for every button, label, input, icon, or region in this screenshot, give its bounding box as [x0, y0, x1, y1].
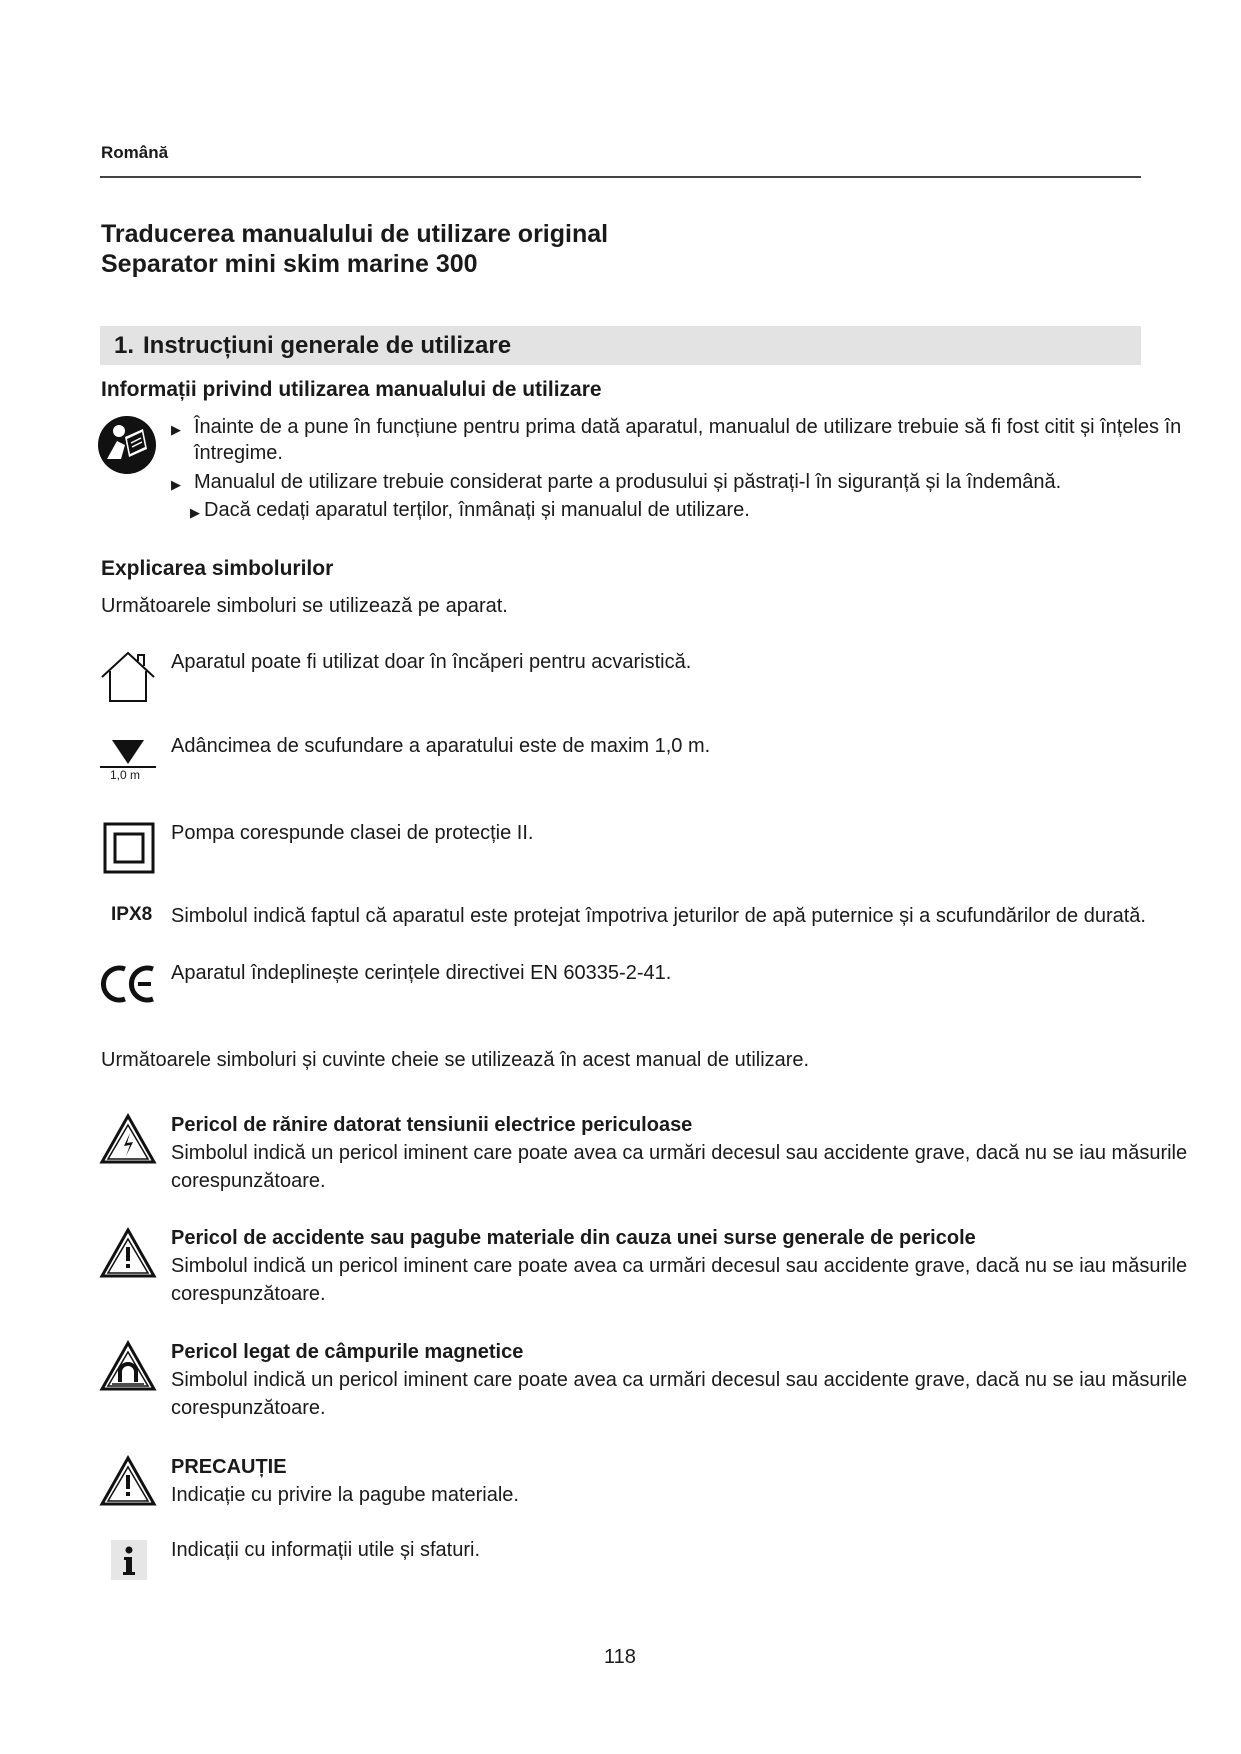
symbol-text-indoor: Aparatul poate fi utilizat doar în încăperi pentru acvaristică.: [171, 651, 692, 673]
language-label: Română: [101, 143, 169, 162]
keywords-intro: Următoarele simboluri și cuvinte cheie se utilizează în acest manual de utilizare.: [101, 1049, 810, 1071]
keyword-text-general: Simbolul indică un pericol iminent care poate avea ca urmări decesul sau accidente grave, dacă nu se iau măsurile: [171, 1255, 1188, 1277]
keyword-text-general-continued: corespunzătoare.: [171, 1283, 326, 1305]
header-divider: [100, 176, 1141, 178]
keyword-text-caution: Indicație cu privire la pagube materiale.: [171, 1484, 519, 1506]
manual-info-heading: Informații privind utilizarea manualului de utilizare: [101, 378, 602, 401]
manual-info-bullet-1: Înainte de a pune în funcțiune pentru prima dată aparatul, manualul de utilizare trebuie să fi fost citit și înțeles în: [194, 416, 1182, 438]
magnetic-hazard-icon: [99, 1340, 157, 1392]
info-icon: [111, 1540, 147, 1580]
keyword-text-magnetic: Simbolul indică un pericol iminent care poate avea ca urmări decesul sau accidente grave, dacă nu se iau măsurile: [171, 1369, 1188, 1391]
keyword-text-info: Indicații cu informații utile și sfaturi.: [171, 1539, 481, 1561]
keyword-text-electric-continued: corespunzătoare.: [171, 1170, 326, 1192]
page-number: 118: [604, 1646, 636, 1668]
bullet-marker: ▶: [171, 477, 181, 492]
section-heading-bar: [100, 326, 1141, 365]
keyword-text-electric: Simbolul indică un pericol iminent care poate avea ca urmări decesul sau accidente grave, dacă nu se iau măsurile: [171, 1142, 1188, 1164]
depth-icon-label: 1,0 m: [110, 768, 141, 782]
general-hazard-icon: [99, 1227, 157, 1279]
ipx8-label: IPX8: [111, 904, 153, 925]
document-title: Traducerea manualului de utilizare original: [101, 220, 609, 248]
ce-mark-icon: [101, 963, 157, 1005]
section-number: 1.: [114, 332, 135, 359]
manual-info-bullet-2: Manualul de utilizare trebuie considerat parte a produsului și păstrați-l în siguranță și la îndemână.: [194, 471, 1062, 493]
product-name: Separator mini skim marine 300: [101, 250, 478, 278]
manual-info-bullet-3: Dacă cedați aparatul terților, înmânați și manualul de utilizare.: [204, 499, 750, 521]
bullet-marker: ▶: [190, 505, 200, 520]
symbol-text-ipx8: Simbolul indică faptul că aparatul este protejat împotriva jeturilor de apă puternice și a scufundărilor de durată.: [171, 905, 1146, 927]
bullet-marker: ▶: [171, 422, 181, 437]
section-title: Instrucțiuni generale de utilizare: [143, 332, 512, 359]
indoor-house-icon: [98, 649, 158, 705]
class-ii-icon: [103, 822, 155, 874]
keyword-title-general: Pericol de accidente sau pagube materiale din cauza unei surse generale de pericole: [171, 1227, 976, 1249]
depth-icon: [100, 738, 156, 768]
manual-info-bullet-1-continued: întregime.: [194, 442, 283, 464]
keyword-title-magnetic: Pericol legat de câmpurile magnetice: [171, 1341, 524, 1363]
symbol-text-depth: Adâncimea de scufundare a aparatului este de maxim 1,0 m.: [171, 735, 711, 757]
electric-hazard-icon: [99, 1113, 157, 1165]
read-manual-icon: [97, 415, 157, 475]
keyword-title-electric: Pericol de rănire datorat tensiunii electrice periculoase: [171, 1114, 693, 1136]
caution-icon: [99, 1455, 157, 1507]
keyword-title-caution: PRECAUȚIE: [171, 1456, 287, 1478]
symbols-heading: Explicarea simbolurilor: [101, 557, 334, 580]
symbol-text-ce: Aparatul îndeplinește cerințele directivei EN 60335-2-41.: [171, 962, 672, 984]
keyword-text-magnetic-continued: corespunzătoare.: [171, 1397, 326, 1419]
symbols-intro: Următoarele simboluri se utilizează pe aparat.: [101, 595, 508, 617]
symbol-text-class-ii: Pompa corespunde clasei de protecție II.: [171, 822, 534, 844]
